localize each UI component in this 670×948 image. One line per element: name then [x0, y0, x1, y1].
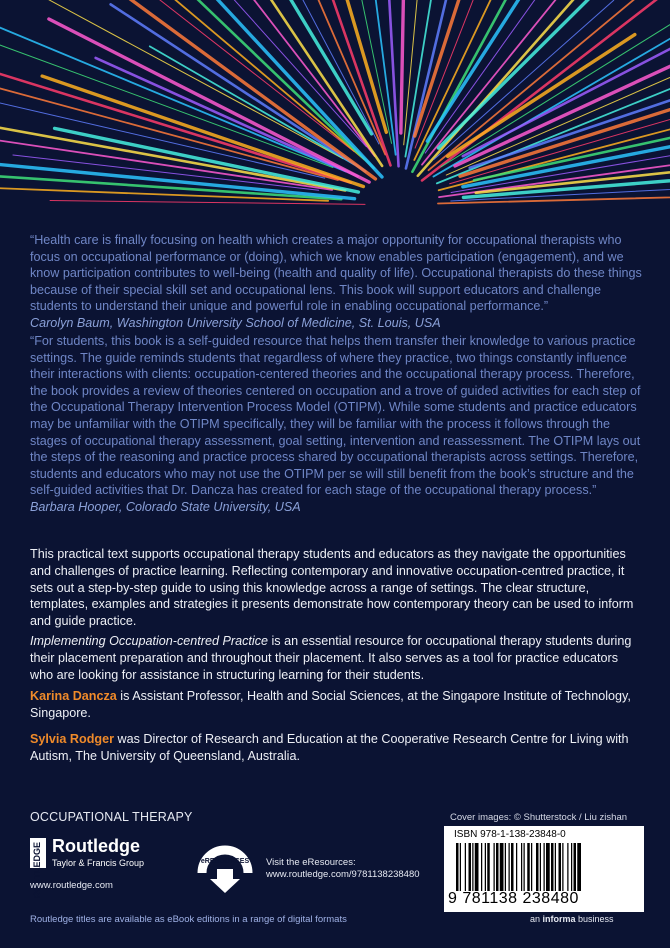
resource-paragraph	[30, 633, 642, 683]
light-streak	[111, 4, 366, 171]
book-title: Implementing Occupation-centred Practice	[30, 634, 268, 648]
barcode-icon	[456, 843, 634, 891]
isbn-label: ISBN 978-1-138-23848-0	[454, 829, 566, 840]
eresources-label: Visit the eResources:	[266, 857, 356, 868]
quote-text: “Health care is finally focusing on health which creates a major opportunity for occupational therapists who focus on occupational performance or (doing), which we know enables participation (engagement), and we know participation contributes to well-being (health and quality of life). Occupational therapists do these things because of their special skill set and occupational lens. This book will support educators and challenge students to understand their unique and powerful role in enabling occupational performance.”	[30, 233, 642, 314]
ebook-note: Routledge titles are available as eBook editions in a range of digital formats	[30, 914, 347, 925]
book-description: This practical text supports occupational therapy students and educators as they navigate the opportunities and challenges of practice learning. Reflecting contemporary and innovative occupation-centred practice, it sets out a step-by-step guide to using this knowledge across a range of settings. The clear structure, templates, examples and strategies it presents demonstrate how contemporary theory can be used to inform and guide practice.	[30, 547, 634, 629]
author-name: Karina Dancza	[30, 689, 117, 703]
isbn-barcode	[444, 826, 644, 912]
subject-category: OCCUPATIONAL THERAPY	[30, 810, 193, 824]
eresources-info	[266, 857, 420, 881]
resource-text: is an essential resource for occupational therapy students during their placement preparation and throughout their placement. It also serves as a tool for practice educators who are looking for assistance in structuring learning for their students.	[30, 634, 632, 682]
quote-baum	[30, 232, 642, 332]
publisher-group: Taylor & Francis Group	[52, 858, 145, 868]
author-bio-dancza	[30, 688, 642, 722]
light-streak	[401, 0, 405, 133]
light-streak	[282, 0, 390, 165]
svg-text:eRESOURCES: eRESOURCES	[200, 858, 250, 865]
informa-business: an informa business	[530, 914, 614, 924]
author-name: Sylvia Rodger	[30, 732, 114, 746]
cover-credit: Cover images: © Shutterstock / Liu zishan	[450, 812, 628, 823]
author-bio: is Assistant Professor, Health and Social Sciences, at the Singapore Institute of Technology, Singapore.	[30, 689, 631, 720]
cover-art-light-streaks	[0, 0, 670, 225]
quote-hooper	[30, 333, 642, 516]
author-bio-rodger	[30, 731, 642, 765]
publisher-name: Routledge	[52, 836, 140, 856]
author-bio: was Director of Research and Education at the Cooperative Research Centre for Living with Autism, The University of Queensland, Australia.	[30, 732, 629, 763]
routledge-mark: ROUTLEDGE	[30, 838, 46, 868]
light-streak	[231, 0, 367, 147]
isbn-digits: 9 781138 238480	[448, 890, 579, 907]
quote-text: “For students, this book is a self-guided resource that helps them transfer their knowledge to various practice settings. The guide reminds students that regardless of where they practice, two things constantly influence their interactions with clients: occupation-centered theories and the occupational therapy process. Therefore, the book provides a review of theories centered on occupation and a trove of guided activities for each step of the Occupational Therapy Intervention Process Model (OTIPM). While some students and practice educators may be unfamiliar with the OTIPM specifically, they will be familiar with the process it follows through the stages of occupational therapy assessment, goal setting, intervention and reassessment. The OTIPM lays out the steps of the reasoning and practice process shared by occupational therapists across settings. Therefore, students and educators who may not use the OTIPM per se will still benefit from the book’s structure and the self-guided activities that Dr. Dancza has created for each stage of the occupational therapy process.”	[30, 334, 641, 498]
quote-attribution: Carolyn Baum, Washington University School of Medicine, St. Louis, USA	[30, 315, 441, 330]
quote-attribution: Barbara Hooper, Colorado State University, USA	[30, 499, 301, 514]
eresources-badge-icon	[196, 845, 254, 895]
light-streak	[49, 19, 369, 182]
publisher-website[interactable]: www.routledge.com	[30, 880, 113, 891]
eresources-url[interactable]: www.routledge.com/9781138238480	[266, 869, 420, 880]
